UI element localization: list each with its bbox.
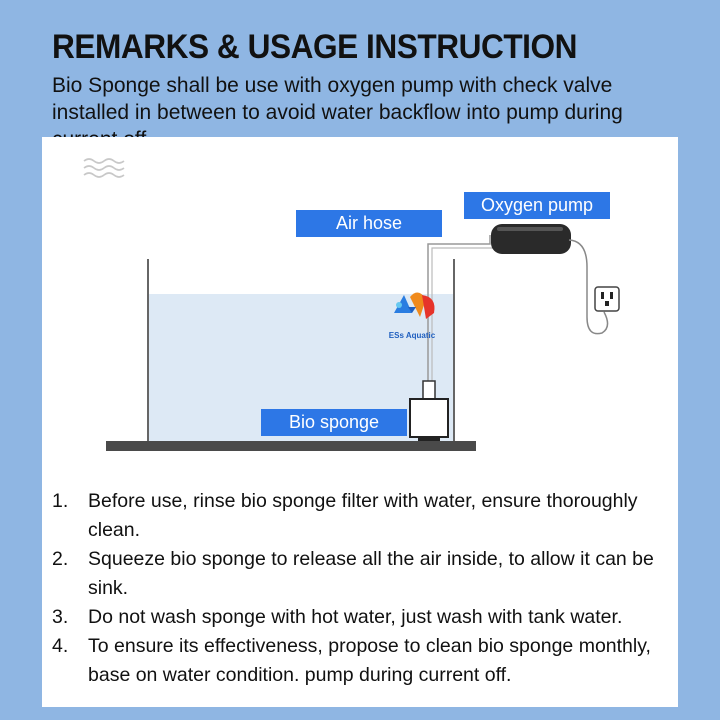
sponge-base [418, 436, 440, 441]
power-socket-icon [595, 287, 619, 311]
page-title: REMARKS & USAGE INSTRUCTION [52, 28, 578, 66]
brand-logo-text: ESs Aquatic [388, 331, 436, 340]
oxygen-pump-label: Oxygen pump [464, 192, 610, 219]
list-item: 1. Before use, rinse bio sponge filter with water, ensure thoroughly clean. [52, 490, 638, 541]
instruction-list [52, 487, 672, 690]
list-item: 4. To ensure its effectiveness, propose to clean bio sponge monthly, base on water condition. pump during current off. [52, 635, 651, 686]
bio-sponge [410, 399, 448, 437]
instruction-panel [42, 137, 678, 707]
air-hose-label: Air hose [296, 210, 442, 237]
wave-icon [84, 159, 124, 177]
page-subtitle: Bio Sponge shall be use with oxygen pump with check valve installed in between to avoid water backflow into pump during [52, 74, 623, 124]
tank-base [106, 441, 476, 451]
list-item: 3. Do not wash sponge with hot water, just wash with tank water. [52, 606, 623, 628]
list-item: 2. Squeeze bio sponge to release all the air inside, to allow it can be sink. [52, 548, 654, 599]
bio-sponge-label: Bio sponge [261, 409, 407, 436]
